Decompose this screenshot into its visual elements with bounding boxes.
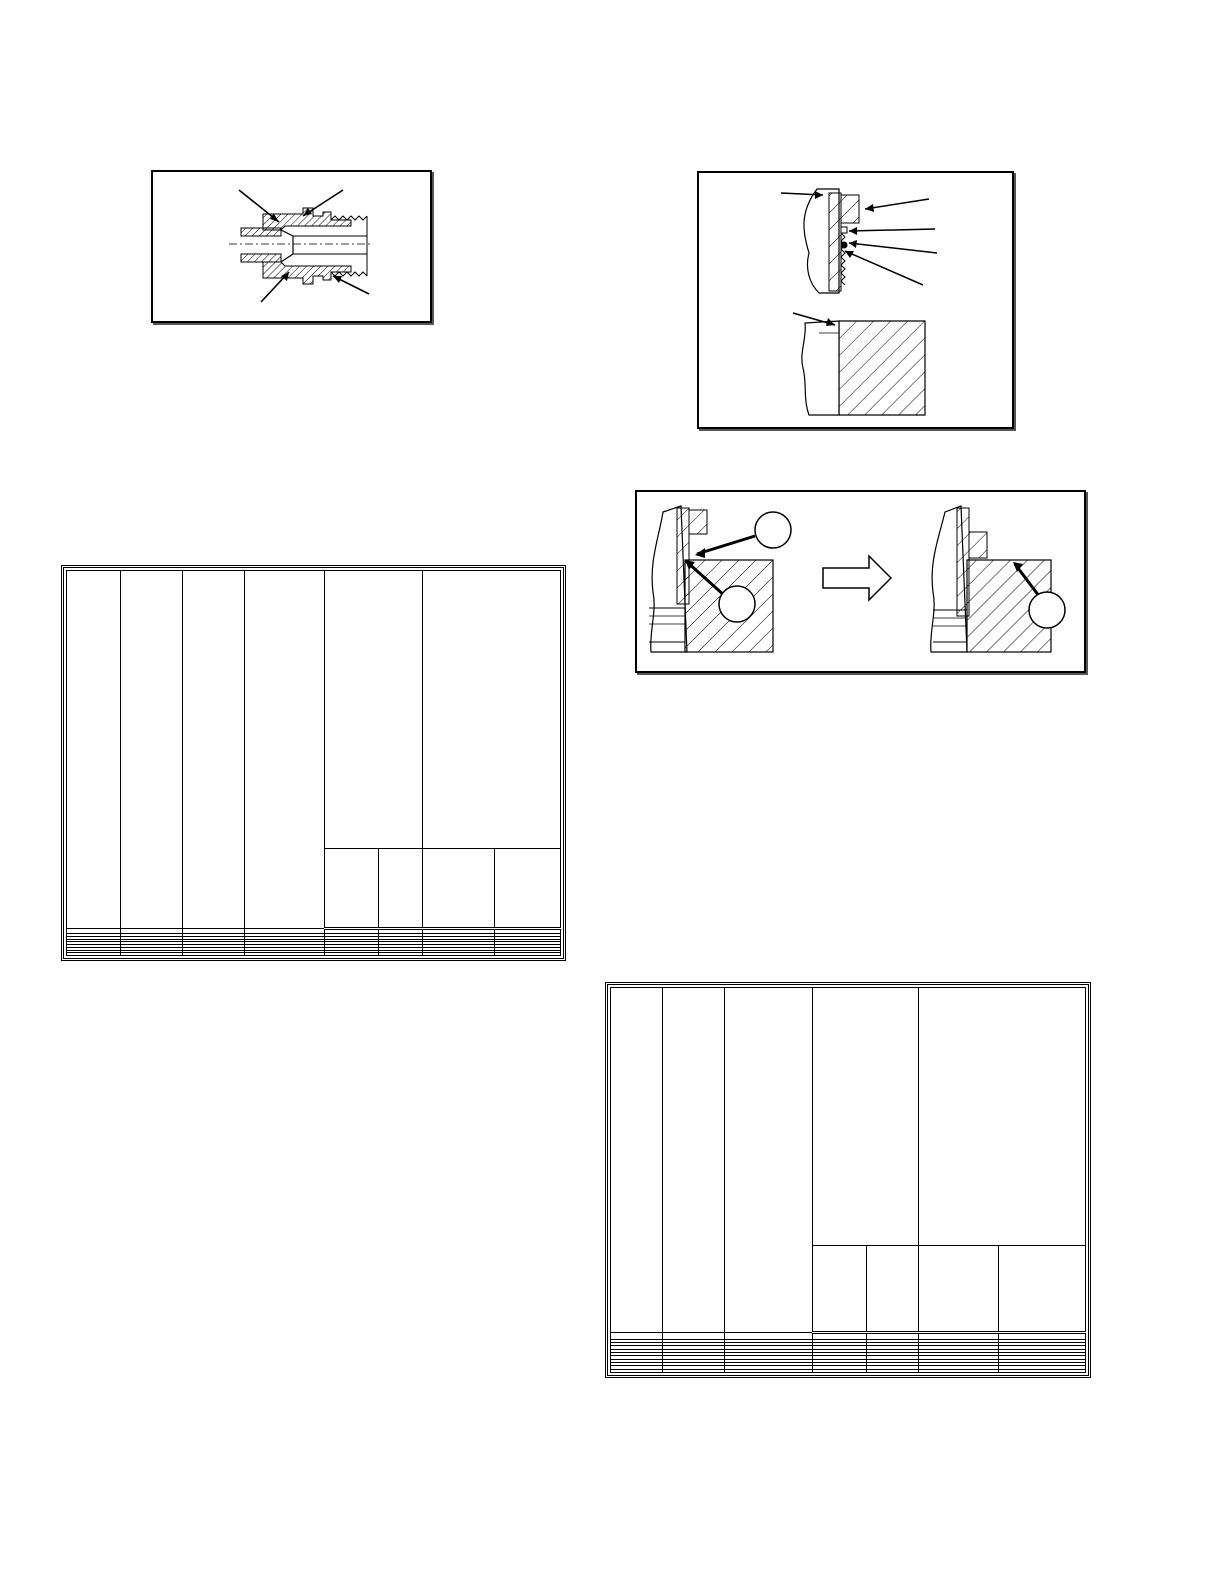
left-data-table — [61, 565, 566, 961]
table-cell — [919, 1332, 999, 1339]
table-cell — [725, 1369, 813, 1372]
right-header-col-3 — [725, 988, 813, 1333]
assembly-sequence-figure — [635, 490, 1086, 673]
table-cell — [379, 953, 423, 956]
assembly-sequence-drawing — [637, 492, 1084, 671]
right-subheader-1 — [813, 1245, 867, 1332]
table-cell — [663, 1332, 725, 1339]
table-cell — [813, 1332, 867, 1339]
table-cell — [999, 1369, 1086, 1372]
table-cell — [663, 1369, 725, 1372]
table-cell — [919, 1369, 999, 1372]
table-cell — [725, 1332, 813, 1339]
table-cell — [325, 953, 379, 956]
left-header-col-1 — [67, 571, 121, 929]
table-cell — [121, 953, 183, 956]
left-subheader-1 — [325, 848, 379, 928]
table-cell — [999, 1332, 1086, 1339]
fitting-section-drawing — [153, 172, 430, 321]
right-subheader-3 — [919, 1245, 999, 1332]
table-cell — [867, 1332, 919, 1339]
left-subheader-4 — [495, 848, 561, 928]
right-subheader-2 — [867, 1245, 919, 1332]
left-header-col-4 — [245, 571, 325, 929]
left-header-group-2 — [423, 571, 561, 849]
right-header-group-1 — [813, 988, 919, 1246]
table-row — [67, 953, 561, 956]
left-subheader-3 — [423, 848, 495, 928]
right-subheader-4 — [999, 1245, 1086, 1332]
left-header-col-2 — [121, 571, 183, 929]
right-header-col-1 — [611, 988, 663, 1333]
table-row — [611, 1332, 1086, 1339]
port-fitting-figure — [697, 171, 1014, 429]
port-fitting-drawing — [699, 173, 1012, 427]
table-row — [611, 1369, 1086, 1372]
table-cell — [183, 953, 245, 956]
table-cell — [611, 1369, 663, 1372]
table-cell — [423, 953, 495, 956]
right-header-col-2 — [663, 988, 725, 1333]
table-cell — [611, 1332, 663, 1339]
table-cell — [495, 953, 561, 956]
left-header-col-3 — [183, 571, 245, 929]
fitting-section-figure — [151, 170, 432, 323]
right-table-body — [611, 1332, 1086, 1372]
left-table-body — [67, 928, 561, 956]
left-subheader-2 — [379, 848, 423, 928]
table-cell — [245, 953, 325, 956]
right-header-group-2 — [919, 988, 1086, 1246]
right-data-table — [605, 982, 1091, 1378]
table-cell — [813, 1369, 867, 1372]
left-header-group-1 — [325, 571, 423, 849]
table-cell — [67, 953, 121, 956]
table-cell — [867, 1369, 919, 1372]
